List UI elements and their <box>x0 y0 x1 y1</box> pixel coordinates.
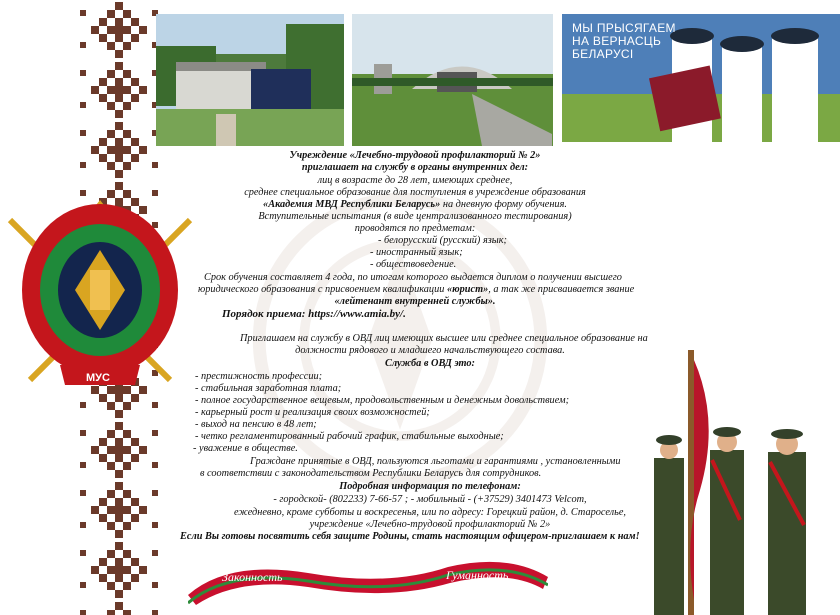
subject-2: - иностранный язык; <box>370 247 463 258</box>
qualification-name: «юрист» <box>446 284 489 295</box>
qualification-text: юридического образования с присвоением квалификации <box>198 284 447 295</box>
emblem-ribbon-text: МУС <box>86 372 110 384</box>
contacts-heading: Подробная информация по телефонам: <box>339 481 521 492</box>
rank-text: , а так же присваивается звание <box>488 284 635 295</box>
text-legislation: в соответствии с законодательством Республики Беларусь для сотрудников. <box>200 468 542 479</box>
mus-emblem <box>0 180 200 420</box>
photo-honor-guard <box>640 340 840 615</box>
closing-call: Если Вы готовы посвятить себя защите Родины, стать настоящим офицером-приглашаем к нам! <box>180 531 640 542</box>
oath-banner-text: МЫ ПРЫСЯГАЕМ НА ВЕРНАСЦЬ БЕЛАРУСІ <box>572 21 676 61</box>
text-academy <box>200 199 630 211</box>
ribbon-word-justice: Справедливость <box>328 560 413 574</box>
text-age: лиц в возрасте до 28 лет, имеющих среднее, <box>317 175 513 186</box>
text-exams: Вступительные испытания (в виде централизованного тестирования) <box>258 211 572 222</box>
admission-link[interactable]: Порядок приема: https://www.amia.by/. <box>222 308 406 320</box>
contacts-phones: - городской- (802233) 7-66-57 ; - мобильный - (+37529) 3401473 Velcom, <box>273 494 587 505</box>
text-positions: должности рядового и младшего начальствующего состава. <box>295 345 565 356</box>
benefit-5: - выход на пенсию в 48 лет; <box>195 419 317 430</box>
contacts-org: учреждение «Лечебно-трудовой профилакторий № 2» <box>309 519 551 530</box>
benefit-2: - стабильная заработная плата; <box>195 383 342 394</box>
photo-memorial <box>352 14 553 146</box>
text-guarantees: Граждане принятые в ОВД, пользуются льготами и гарантиями , установленными <box>250 456 621 467</box>
text-subjects: проводятся по предметам: <box>354 223 476 234</box>
text-qualification <box>198 284 634 296</box>
benefit-6: - четко регламентированный рабочий график, стабильные выходные; <box>195 431 504 442</box>
subject-1: - белорусский (русский) язык; <box>378 235 507 246</box>
subject-3: - обществоведение. <box>370 259 457 270</box>
ribbon-word-humanity: Гуманность <box>446 568 509 582</box>
contacts-address: ежедневно, кроме субботы и воскресенья, или по адресу: Горецкий район, д. Староселье, <box>233 507 627 518</box>
title-line-2: приглашает на службу в органы внутренних дел: <box>301 162 529 173</box>
text-invite: Приглашаем на службу в ОВД лиц имеющих высшее или среднее специальное образование на <box>240 333 648 344</box>
photo-oath <box>562 14 840 142</box>
text-education: среднее специальное образование для поступления в учреждение образования <box>244 187 586 198</box>
benefit-7: - уважение в обществе. <box>193 443 298 454</box>
service-heading: Служба в ОВД это: <box>385 358 475 369</box>
title-line-1: Учреждение «Лечебно-трудовой профилакторий № 2» <box>289 150 541 161</box>
benefit-4: - карьерный рост и реализация своих возможностей; <box>195 407 430 418</box>
ribbon-word-legality: Законность <box>222 570 283 584</box>
academy-name: «Академия МВД Республики Беларусь» <box>263 199 441 210</box>
benefit-1: - престижность профессии; <box>195 371 323 382</box>
academy-form: на дневную форму обучения. <box>440 199 567 210</box>
text-duration: Срок обучения составляет 4 года, по итогам которого выдается диплом о получении высшего <box>204 272 622 283</box>
photo-building <box>156 14 344 146</box>
text-rank: «лейтенант внутренней службы». <box>334 296 496 307</box>
benefit-3: - полное государственное вещевым, продовольственным и денежным довольствием; <box>195 395 570 406</box>
